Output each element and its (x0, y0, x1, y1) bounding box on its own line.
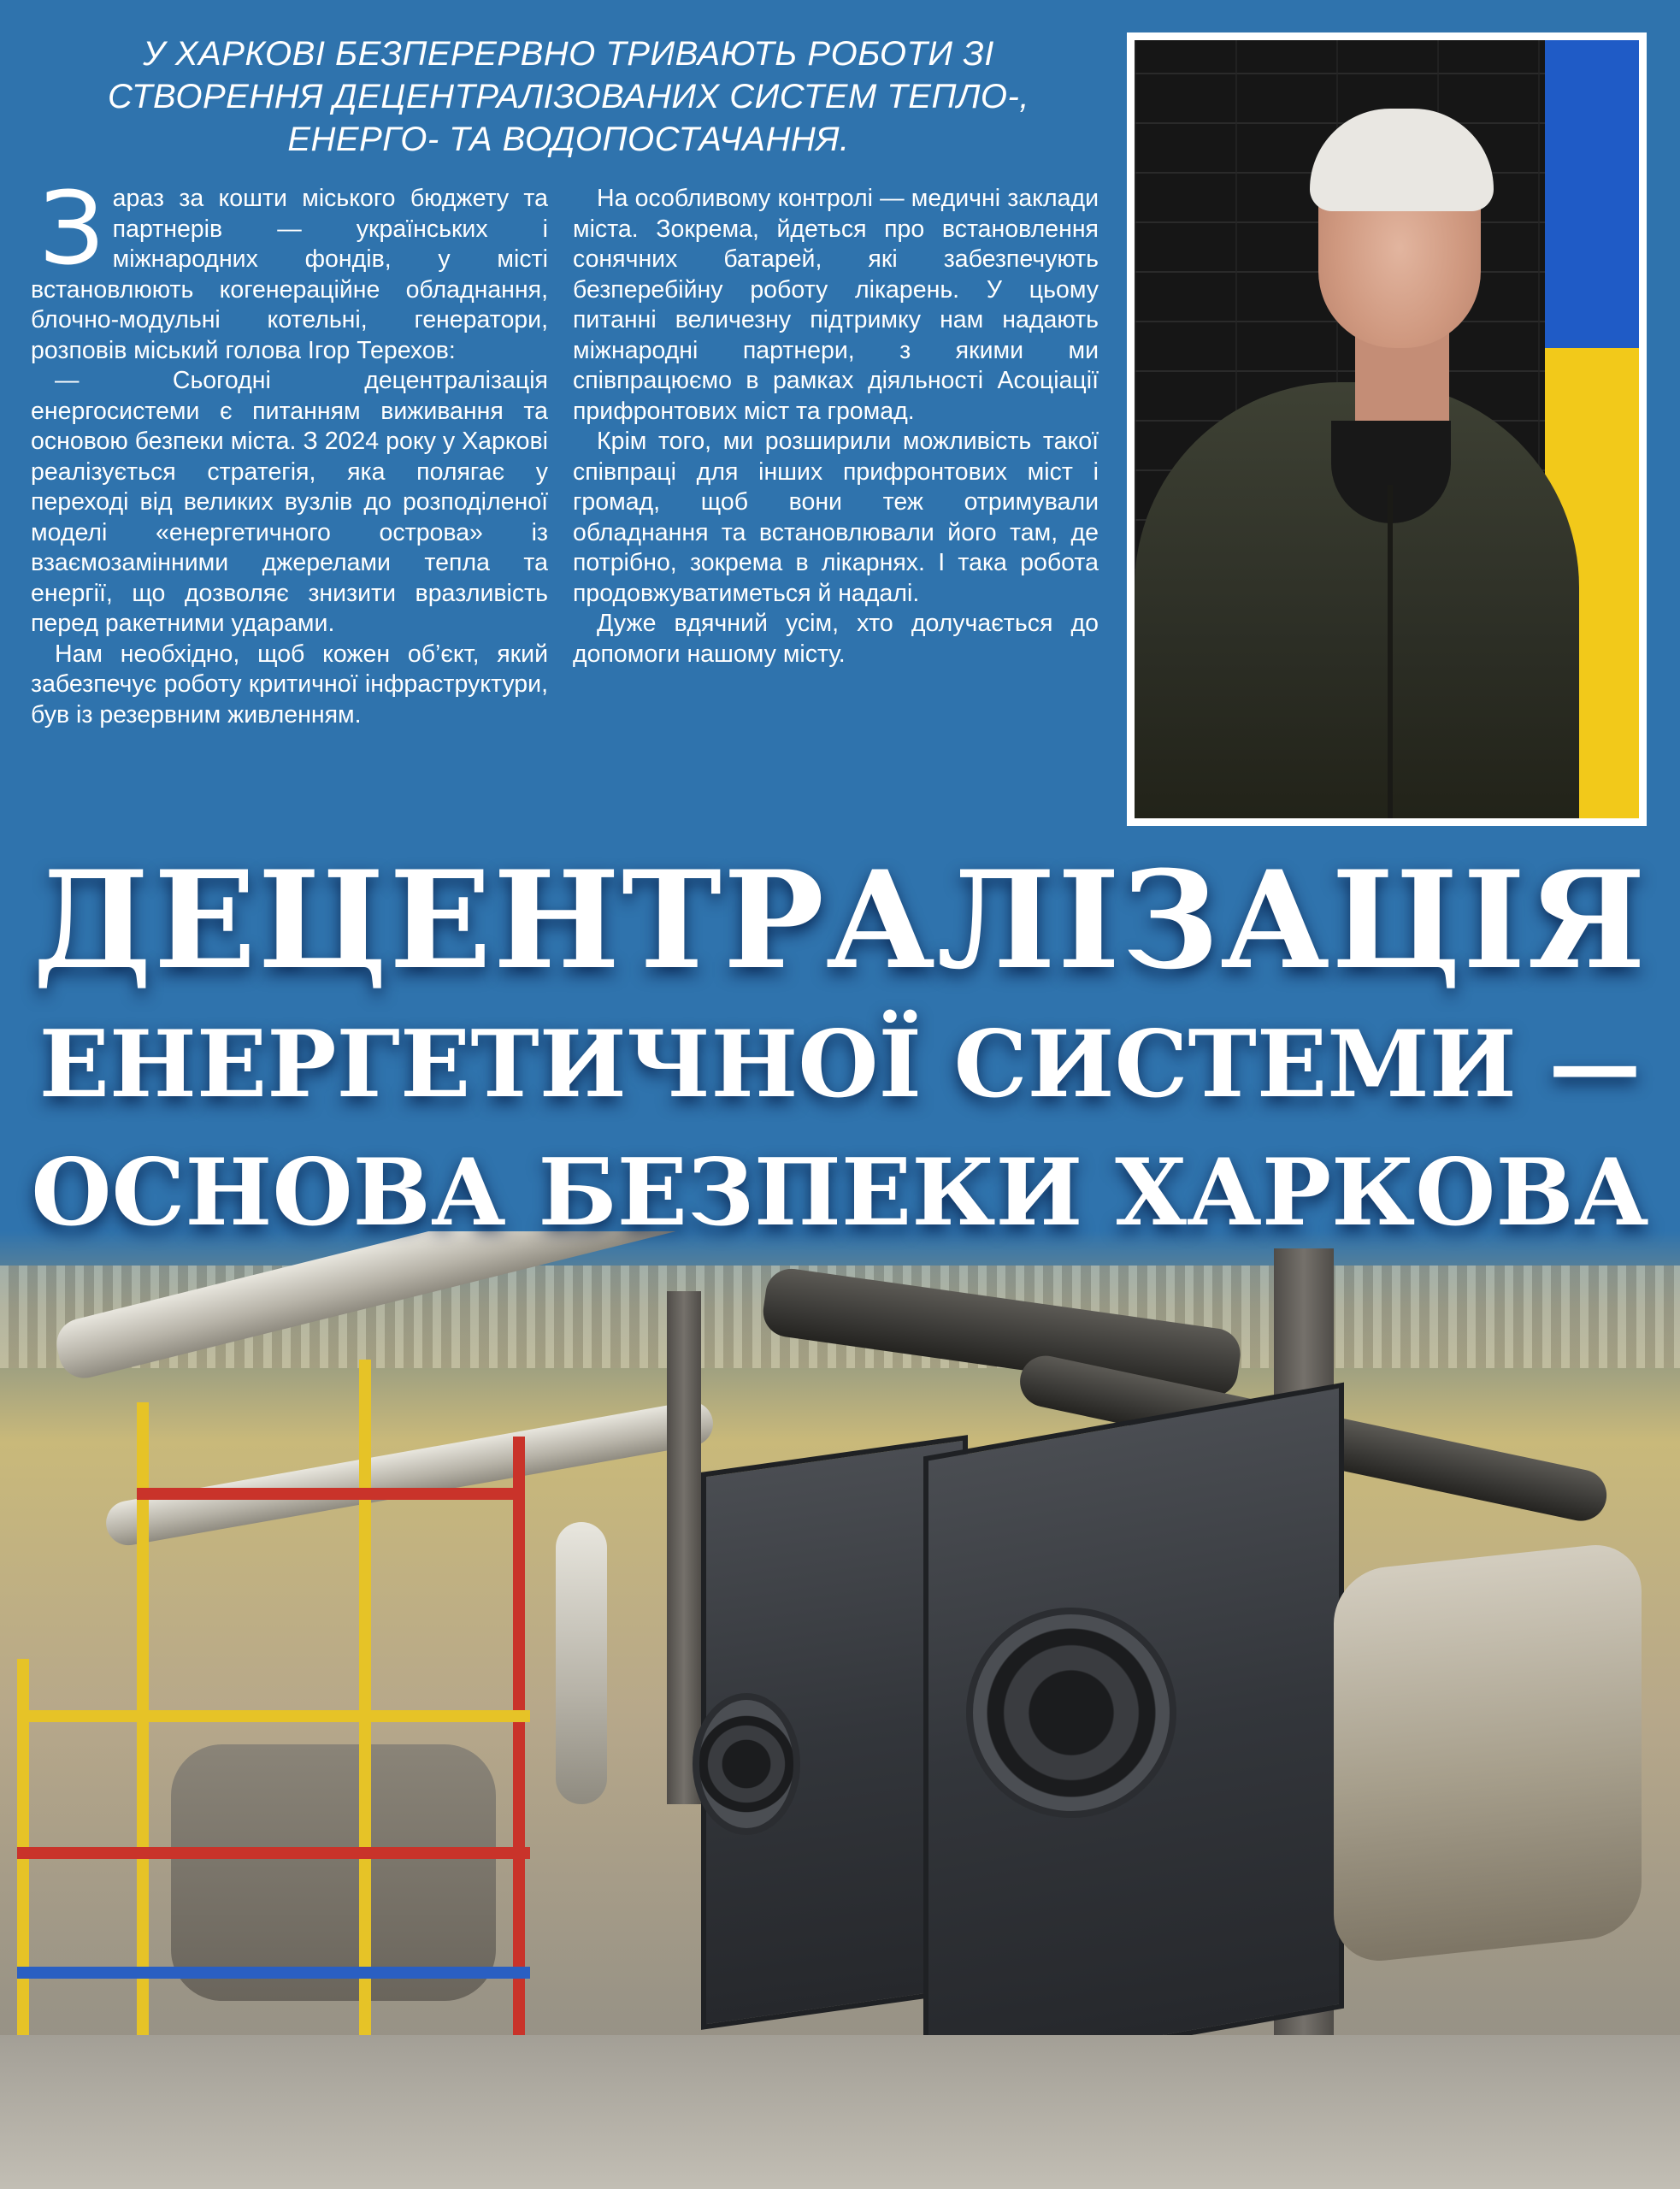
boiler-fan-opening-left (693, 1693, 800, 1835)
boiler-fan-opening (966, 1608, 1176, 1818)
floor (0, 2035, 1680, 2189)
headline-line-3: ОСНОВА БЕЗПЕКИ ХАРКОВА (31, 1139, 1649, 1247)
pipe-vertical (556, 1522, 607, 1804)
scaffold-rail (17, 1710, 530, 1722)
drop-cap: З (39, 169, 104, 287)
scaffold-rail (137, 1488, 513, 1500)
headline-line-2: ЕНЕРГЕТИЧНОЇ СИСТЕМИ — (38, 1011, 1642, 1118)
headline-line-1: ДЕЦЕНТРАЛІЗАЦІЯ (32, 842, 1648, 1000)
article-column-right (573, 184, 1099, 670)
steel-column-rear (667, 1291, 701, 1804)
boiler-room-photo (0, 1231, 1680, 2189)
scaffold-rail (17, 1847, 530, 1859)
background-tank (171, 1744, 496, 2001)
insulated-tank (1334, 1540, 1642, 1966)
article-paragraph-3: Нам необхідно, щоб кожен об’єкт, який забезпечує роботу критичної інфраструктури, був із резервним живленням. (31, 640, 548, 729)
flag-blue-stripe (1545, 40, 1639, 348)
portrait-photo (1135, 40, 1639, 818)
article-paragraph-2: — Сьогодні децентралізація енергосистеми є питанням виживання та основою безпеки міста. З 2024 року у Харкові реалізується стратегія, яка полягає у переході від великих вузлів до розподіленої моделі «енергетичного острова» із взаємозамінними джерелами тепла та енергії, що дозволяє знизити вразливість перед ракетними ударами. (31, 367, 548, 637)
pipe-mid-left (103, 1398, 716, 1549)
article-paragraph-1 (31, 169, 548, 366)
zipper-shape (1388, 485, 1393, 818)
article-column-left (31, 169, 548, 730)
article-paragraph-1-text: араз за кошти міського бюджету та партнерів — українських і міжнародних фондів, у місті встановлюють когенераційне обладнання, блочно-модульні котельні, генератори, розповів міський голова Ігор Терехов: (31, 185, 548, 364)
lead-paragraph: У ХАРКОВІ БЕЗПЕРЕРВНО ТРИВАЮТЬ РОБОТИ ЗІ СТВОРЕННЯ ДЕЦЕНТРАЛІЗОВАНИХ СИСТЕМ ТЕПЛО-, ЕНЕРГО- ТА ВОДОПОСТАЧАННЯ. (108, 35, 1029, 158)
article-paragraph-5: Крім того, ми розширили можливість такої співпраці для інших прифронтових міст і громад, щоб вони теж отримували обладнання та встановлювали його там, де потрібно, зокрема в лікарнях. І така робота продовжуватиметься й надалі. (573, 428, 1099, 607)
scaffold-rail (17, 1967, 530, 1979)
portrait-photo-frame (1127, 32, 1647, 826)
article-paragraph-4: На особливому контролі — медичні заклади міста. Зокрема, йдеться про встановлення сонячних батарей, які забезпечують безперебійну роботу лікарень. У цьому питанні величезну підтримку нам надають міжнародні партнери, з якими ми співпрацюємо в рамках діяльності Асоціації прифронтових міст та громад. (573, 185, 1099, 425)
article-paragraph-6: Дуже вдячний усім, хто долучається до допомоги нашому місту. (573, 610, 1099, 668)
